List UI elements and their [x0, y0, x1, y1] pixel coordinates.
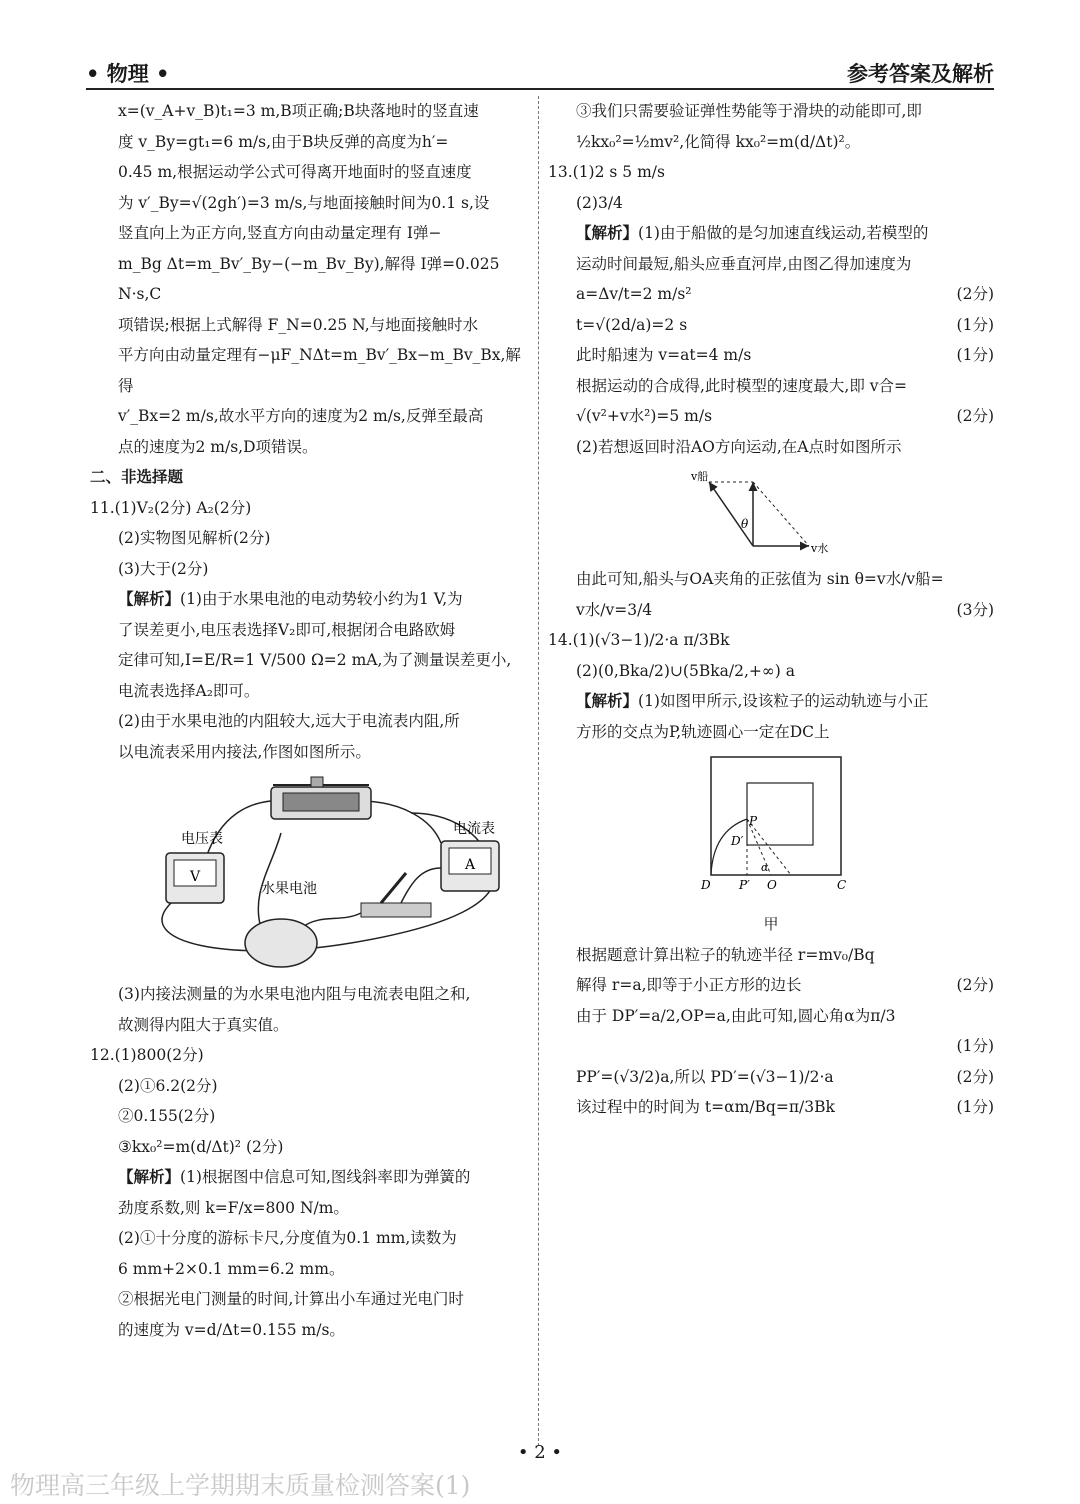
column-divider [538, 96, 539, 1446]
text-line: ③我们只需要验证弹性势能等于滑块的动能即可,即 [576, 102, 922, 120]
v-water-label: v水 [811, 542, 829, 555]
ammeter-symbol: A [464, 857, 476, 873]
velocity-figure [548, 468, 994, 558]
text-line: (2)由于水果电池的内阻较大,远大于电流表内阻,所 [118, 712, 460, 730]
point-D: D [701, 878, 711, 892]
point-D-prime: D′ [731, 834, 744, 848]
text-line: 电流表选择A₂即可。 [118, 681, 260, 700]
square-diagram [691, 753, 851, 903]
right-column [548, 96, 994, 1123]
text-line: 由于 DP′=a/2,OP=a,由此可知,圆心角α为π/3 [576, 1006, 896, 1025]
text-line: 了误差更小,电压表选择V₂即可,根据闭合电路欧姆 [118, 620, 456, 639]
analysis-tag: 【解析】 [118, 1167, 181, 1186]
scored-line: √(v²+v水²)=5 m/s (2分) [548, 401, 994, 432]
ammeter [441, 820, 499, 891]
page-header [86, 52, 994, 90]
circuit-diagram [111, 773, 511, 973]
q11-explanation: 【解析】(1)由于水果电池的电动势较小约为1 V,为 [118, 589, 463, 608]
text-line: 平方向由动量定理有−μF_NΔt=m_Bv′_Bx−m_Bv_Bx,解得 [118, 346, 521, 395]
scored-line: a=Δv/t=2 m/s² (2分) [548, 279, 994, 310]
alpha-label: α [761, 861, 769, 874]
text-line: 以电流表采用内接法,作图如图所示。 [118, 742, 371, 761]
text-line: 由此可知,船头与OA夹角的正弦值为 sin θ=v水/v船= [576, 570, 944, 588]
square-figure [548, 753, 994, 903]
q12-answer-3: ②0.155(2分) [118, 1107, 216, 1125]
scored-line: t=√(2d/a)=2 s (1分) [548, 310, 994, 341]
text-line: 方形的交点为P,轨迹圆心一定在DC上 [576, 722, 830, 741]
q14-explanation: 【解析】(1)如图甲所示,设该粒子的运动轨迹与小正 [576, 691, 929, 710]
figure-caption: 甲 [763, 915, 779, 933]
score: (2分) [956, 1067, 994, 1086]
velocity-diagram [691, 468, 851, 558]
text-line: (2)若想返回时沿AO方向运动,在A点时如图所示 [576, 437, 902, 456]
text-line: 的速度为 v=d/Δt=0.155 m/s。 [118, 1320, 345, 1339]
text-line: 点的速度为2 m/s,D项错误。 [118, 437, 318, 456]
text-line: 运动时间最短,船头应垂直河岸,由图乙得加速度为 [576, 254, 912, 273]
score: (1分) [956, 315, 994, 334]
q14-answer: 14.(1)(√3−1)/2·a π/3Bk [548, 631, 730, 649]
text-line: 度 v_By=gt₁=6 m/s,由于B块反弹的高度为h′= [118, 132, 449, 151]
text-line: x=(v_A+v_B)t₁=3 m,B项正确;B块落地时的竖直速 [118, 102, 479, 120]
scored-line [548, 1031, 994, 1062]
text-line: 故测得内阻大于真实值。 [118, 1015, 289, 1034]
point-P: P [749, 814, 758, 828]
score: (2分) [956, 285, 994, 303]
text-line: 根据运动的合成得,此时模型的速度最大,即 v合= [576, 376, 908, 395]
analysis-tag: 【解析】 [576, 691, 639, 710]
scored-line: v水/v=3/4 (3分) [548, 595, 994, 626]
text-line: m_Bg Δt=m_Bv′_By−(−m_Bv_By),解得 I弹=0.025 N·s,C [118, 254, 500, 303]
battery-label: 水果电池 [261, 880, 317, 896]
q13-explanation: 【解析】(1)由于船做的是匀加速直线运动,若模型的 [576, 223, 929, 242]
score: (2分) [956, 407, 994, 425]
point-P-prime: P′ [739, 878, 750, 892]
text-line: 劲度系数,则 k=F/x=800 N/m。 [118, 1198, 349, 1217]
q11-answer: 11.(1)V₂(2分) A₂(2分) [90, 498, 252, 517]
score: (3分) [956, 600, 994, 619]
left-column [90, 96, 532, 1345]
score: (1分) [956, 1098, 994, 1116]
text-line: (3)内接法测量的为水果电池内阻与电流表电阻之和, [118, 985, 471, 1003]
text-line: (2)①十分度的游标卡尺,分度值为0.1 mm,读数为 [118, 1229, 457, 1247]
score: (2分) [956, 976, 994, 994]
scored-line: PP′=(√3/2)a,所以 PD′=(√3−1)/2·a (2分) [548, 1062, 994, 1093]
text-line: 0.45 m,根据运动学公式可得离开地面时的竖直速度 [118, 163, 472, 181]
text-line: 为 v′_By=√(2gh′)=3 m/s,与地面接触时间为0.1 s,设 [118, 193, 490, 212]
voltmeter [166, 830, 224, 903]
point-C: C [837, 878, 847, 892]
scored-line: 解得 r=a,即等于小正方形的边长 (2分) [548, 970, 994, 1001]
text-line: 定律可知,I=E/R=1 V/500 Ω=2 mA,为了测量误差更小, [118, 651, 512, 669]
v-boat-label: v船 [691, 470, 709, 483]
point-O: O [767, 878, 777, 892]
scored-line: 此时船速为 v=at=4 m/s (1分) [548, 340, 994, 371]
q12-answer-4: ③kx₀²=m(d/Δt)² (2分) [118, 1137, 284, 1156]
analysis-tag: 【解析】 [576, 223, 639, 242]
page-number: • 2 • [517, 1442, 563, 1463]
watermark: 物理高三年级上学期期末质量检测答案(1) [10, 1471, 471, 1500]
q12-explanation: 【解析】(1)根据图中信息可知,图线斜率即为弹簧的 [118, 1167, 471, 1186]
q11-answer-3: (3)大于(2分) [118, 559, 209, 578]
text-line: ②根据光电门测量的时间,计算出小车通过光电门时 [118, 1290, 464, 1308]
text-line: ½kx₀²=½mv²,化简得 kx₀²=m(d/Δt)²。 [576, 132, 861, 151]
circuit-figure [90, 773, 532, 973]
voltmeter-symbol: V [189, 869, 201, 885]
text-line: 根据题意计算出粒子的轨迹半径 r=mv₀/Bq [576, 945, 875, 964]
voltmeter-label: 电压表 [181, 830, 223, 846]
q13-answer-2: (2)3/4 [576, 193, 623, 212]
q11-answer-2: (2)实物图见解析(2分) [118, 529, 271, 547]
ammeter-label: 电流表 [453, 820, 495, 836]
text-line: 6 mm+2×0.1 mm=6.2 mm。 [118, 1259, 345, 1278]
text-line: v′_Bx=2 m/s,故水平方向的速度为2 m/s,反弹至最高 [118, 407, 484, 425]
text-line: 项错误;根据上式解得 F_N=0.25 N,与地面接触时水 [118, 315, 479, 334]
score: (1分) [956, 346, 994, 364]
switch-icon [361, 903, 431, 917]
scored-line: 该过程中的时间为 t=αm/Bq=π/3Bk (1分) [548, 1092, 994, 1123]
q12-answer-2: (2)①6.2(2分) [118, 1076, 218, 1095]
q12-answer: 12.(1)800(2分) [90, 1046, 204, 1064]
theta-label: θ [741, 517, 749, 531]
q13-answer: 13.(1)2 s 5 m/s [548, 163, 665, 181]
header-title: 参考答案及解析 [847, 61, 994, 86]
subject-label: • 物理 • [86, 61, 170, 86]
q14-answer-2: (2)(0,Bka/2)∪(5Bka/2,+∞) a [576, 661, 795, 680]
section-heading: 二、非选择题 [90, 467, 184, 486]
text-line: 竖直向上为正方向,竖直方向由动量定理有 I弹− [118, 224, 442, 242]
analysis-tag: 【解析】 [118, 589, 181, 608]
fruit-battery-icon [245, 919, 317, 967]
score: (1分) [956, 1037, 994, 1055]
